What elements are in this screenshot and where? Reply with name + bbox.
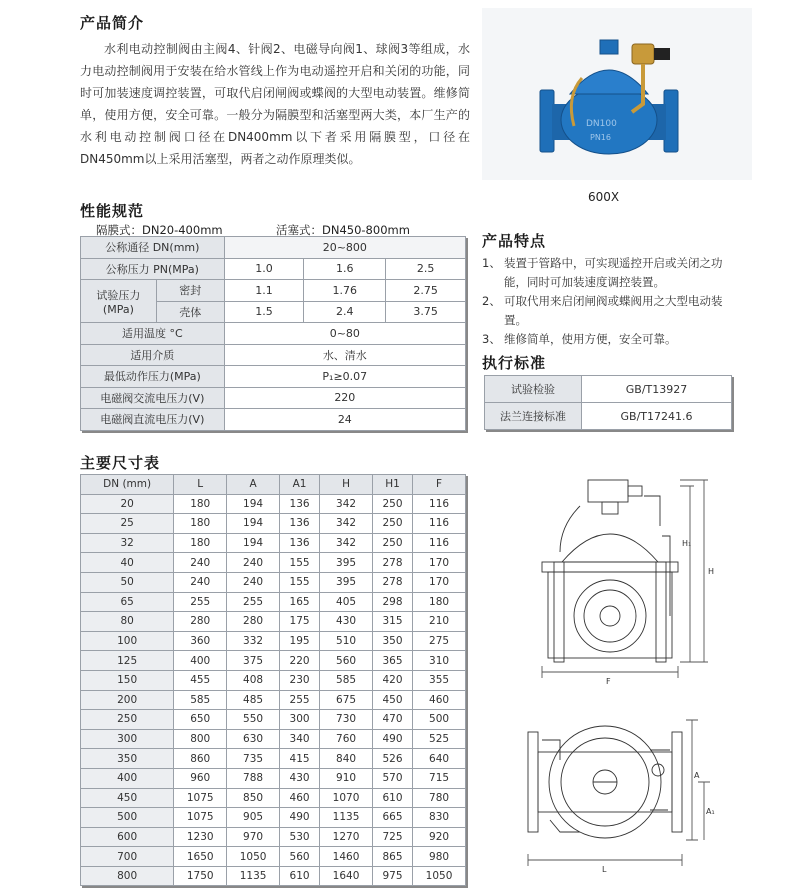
table-row [81, 690, 466, 710]
seal-value: 1.1 [224, 280, 304, 302]
cell-a1: 460 [280, 788, 320, 808]
table-row [81, 612, 466, 632]
cell-f: 170 [413, 572, 466, 592]
feature-text: 装置于管路中，可实现遥控开启或关闭之功能，同时可加装速度调控装置。 [504, 256, 723, 289]
cell-dn: 25 [81, 514, 174, 534]
intro-text: 水利电动控制阀由主阀4、针阀2、电磁导向阀1、球阀3等组成，水力电动控制阀用于安装在给水管线上作为电动遥控开启和关闭的功能，同时可加装速度调控装置，可取代启闭闸阀或蝶阀的大型电动装置。维修简单，使用方便，安全可靠。一般分为隔膜型和活塞型两大类，本厂生产的水利电动控制阀口径在DN400mm以下者采用隔膜型，口径在DN450mm以上采用活塞型，两者之动作原理类似。 [80, 42, 470, 166]
table-row [81, 533, 466, 553]
cell-h1: 470 [372, 710, 412, 730]
cell-a1: 155 [280, 572, 320, 592]
cell-f: 640 [413, 749, 466, 769]
cell-h: 395 [320, 572, 373, 592]
cell-a: 194 [227, 494, 280, 514]
cell-dn: 700 [81, 847, 174, 867]
cell-a: 788 [227, 768, 280, 788]
feature-num: 1、 [482, 256, 501, 270]
cell-l: 180 [174, 494, 227, 514]
cell-h: 1270 [320, 827, 373, 847]
standards-title: 执行标准 [482, 354, 547, 372]
cell-f: 830 [413, 808, 466, 828]
cell-a1: 255 [280, 690, 320, 710]
cell-l: 1075 [174, 808, 227, 828]
cell-dn: 40 [81, 553, 174, 573]
table-row [81, 553, 466, 573]
dn-value: 20~800 [224, 237, 465, 259]
seal-label: 密封 [156, 280, 224, 302]
cell-f: 715 [413, 768, 466, 788]
cell-l: 180 [174, 533, 227, 553]
feature-item [482, 254, 744, 292]
cell-h: 585 [320, 670, 373, 690]
cell-dn: 32 [81, 533, 174, 553]
pn-value: 1.0 [224, 258, 304, 280]
cell-a: 735 [227, 749, 280, 769]
cell-h1: 665 [372, 808, 412, 828]
cell-f: 525 [413, 729, 466, 749]
valve-photo-illustration [482, 8, 752, 180]
test-pressure-label [81, 280, 157, 323]
table-row [81, 866, 466, 886]
cell-dn: 600 [81, 827, 174, 847]
table-row [81, 710, 466, 730]
cell-f: 116 [413, 514, 466, 534]
cell-dn: 20 [81, 494, 174, 514]
table-row [81, 366, 466, 388]
cell-dn: 250 [81, 710, 174, 730]
cell-h1: 250 [372, 514, 412, 534]
cell-l: 1230 [174, 827, 227, 847]
table-row [81, 808, 466, 828]
cell-f: 210 [413, 612, 466, 632]
cell-a: 970 [227, 827, 280, 847]
cell-f: 170 [413, 553, 466, 573]
col-header-a: A [227, 475, 280, 495]
dim-label-a1: A₁ [706, 807, 715, 816]
cell-a1: 340 [280, 729, 320, 749]
performance-title: 性能规范 [80, 202, 145, 220]
table-row [81, 651, 466, 671]
cell-l: 960 [174, 768, 227, 788]
cell-f: 116 [413, 533, 466, 553]
cell-l: 240 [174, 572, 227, 592]
cell-h1: 490 [372, 729, 412, 749]
pn-value: 2.5 [386, 258, 466, 280]
cell-a: 1050 [227, 847, 280, 867]
cell-dn: 500 [81, 808, 174, 828]
shell-label: 壳体 [156, 301, 224, 323]
cell-h1: 365 [372, 651, 412, 671]
feature-num: 3、 [482, 332, 501, 346]
col-header-l: L [174, 475, 227, 495]
cell-f: 116 [413, 494, 466, 514]
table-header-row [81, 475, 466, 495]
cell-l: 360 [174, 631, 227, 651]
standard-label: 法兰连接标准 [485, 403, 582, 430]
table-row [81, 670, 466, 690]
cell-a1: 220 [280, 651, 320, 671]
ac-voltage-value: 220 [224, 387, 465, 409]
col-header-f: F [413, 475, 466, 495]
cell-l: 400 [174, 651, 227, 671]
table-row [81, 592, 466, 612]
table-row [81, 749, 466, 769]
table-row [485, 403, 732, 430]
col-header-a1: A1 [280, 475, 320, 495]
dimensions-table [80, 474, 466, 886]
standard-value: GB/T17241.6 [582, 403, 732, 430]
cell-h: 1135 [320, 808, 373, 828]
ac-voltage-label: 电磁阀交流电压力(V) [81, 387, 225, 409]
dim-label-h1: H₁ [682, 539, 692, 548]
cell-a: 240 [227, 572, 280, 592]
features-title: 产品特点 [482, 232, 547, 250]
cell-a1: 230 [280, 670, 320, 690]
shell-value: 2.4 [304, 301, 386, 323]
cell-dn: 65 [81, 592, 174, 612]
photo-body-label-2: PN16 [590, 133, 611, 142]
cell-h1: 725 [372, 827, 412, 847]
shell-value: 1.5 [224, 301, 304, 323]
cell-a: 240 [227, 553, 280, 573]
feature-item [482, 292, 744, 330]
cell-a1: 136 [280, 533, 320, 553]
cell-f: 1050 [413, 866, 466, 886]
feature-text: 维修简单，使用方便，安全可靠。 [504, 332, 677, 346]
dimensions-title: 主要尺寸表 [80, 454, 161, 472]
table-row [81, 494, 466, 514]
photo-caption: 600X [588, 190, 620, 204]
cell-f: 180 [413, 592, 466, 612]
pn-value: 1.6 [304, 258, 386, 280]
cell-a: 550 [227, 710, 280, 730]
table-row [81, 768, 466, 788]
table-row [81, 323, 466, 345]
cell-a1: 136 [280, 514, 320, 534]
cell-h1: 420 [372, 670, 412, 690]
cell-h: 1460 [320, 847, 373, 867]
col-header-h1: H1 [372, 475, 412, 495]
dn-label: 公称通径 DN(mm) [81, 237, 225, 259]
test-pressure-label-1: 试验压力 [96, 288, 141, 302]
col-header-h: H [320, 475, 373, 495]
cell-h1: 250 [372, 533, 412, 553]
cell-f: 460 [413, 690, 466, 710]
cell-a1: 415 [280, 749, 320, 769]
cell-l: 860 [174, 749, 227, 769]
table-row [81, 387, 466, 409]
cell-a1: 430 [280, 768, 320, 788]
table-row [81, 827, 466, 847]
cell-h: 405 [320, 592, 373, 612]
cell-f: 780 [413, 788, 466, 808]
table-row [81, 409, 466, 431]
temp-value: 0~80 [224, 323, 465, 345]
top-view-drawing [520, 710, 720, 880]
cell-f: 355 [413, 670, 466, 690]
cell-h: 1070 [320, 788, 373, 808]
feature-text: 可取代用来启闭闸阀或蝶阀用之大型电动装置。 [504, 294, 723, 327]
cell-a1: 165 [280, 592, 320, 612]
cell-f: 310 [413, 651, 466, 671]
cell-h: 910 [320, 768, 373, 788]
cell-h1: 350 [372, 631, 412, 651]
cell-h: 342 [320, 514, 373, 534]
cell-h: 395 [320, 553, 373, 573]
intro-paragraph [80, 38, 470, 170]
cell-a: 850 [227, 788, 280, 808]
cell-dn: 300 [81, 729, 174, 749]
dim-label-a: A [694, 771, 700, 780]
intro-title: 产品简介 [80, 14, 145, 32]
cell-h: 342 [320, 533, 373, 553]
cell-h: 840 [320, 749, 373, 769]
cell-dn: 125 [81, 651, 174, 671]
cell-l: 1750 [174, 866, 227, 886]
cell-dn: 80 [81, 612, 174, 632]
temp-label: 适用温度 °C [81, 323, 225, 345]
cell-dn: 150 [81, 670, 174, 690]
performance-table [80, 236, 466, 431]
cell-a: 194 [227, 514, 280, 534]
standard-label: 试验检验 [485, 376, 582, 403]
seal-value: 2.75 [386, 280, 466, 302]
table-row [81, 631, 466, 651]
cell-l: 280 [174, 612, 227, 632]
cell-h: 730 [320, 710, 373, 730]
pn-label: 公称压力 PN(MPa) [81, 258, 225, 280]
table-row [81, 788, 466, 808]
cell-a: 375 [227, 651, 280, 671]
cell-l: 455 [174, 670, 227, 690]
medium-label: 适用介质 [81, 344, 225, 366]
cell-a1: 560 [280, 847, 320, 867]
cell-f: 500 [413, 710, 466, 730]
cell-h1: 298 [372, 592, 412, 612]
table-row [81, 847, 466, 867]
cell-l: 180 [174, 514, 227, 534]
shell-value: 3.75 [386, 301, 466, 323]
cell-a1: 490 [280, 808, 320, 828]
cell-a1: 530 [280, 827, 320, 847]
cell-a1: 155 [280, 553, 320, 573]
table-row [81, 572, 466, 592]
cell-a1: 610 [280, 866, 320, 886]
photo-body-label-1: DN100 [586, 119, 617, 129]
cell-h: 675 [320, 690, 373, 710]
table-row [81, 344, 466, 366]
cell-l: 585 [174, 690, 227, 710]
cell-a: 255 [227, 592, 280, 612]
features-list [482, 254, 744, 349]
cell-l: 1650 [174, 847, 227, 867]
cell-a: 485 [227, 690, 280, 710]
feature-num: 2、 [482, 294, 501, 308]
cell-h1: 278 [372, 553, 412, 573]
dim-label-l: L [602, 865, 607, 874]
cell-h1: 865 [372, 847, 412, 867]
cell-h: 560 [320, 651, 373, 671]
cell-a: 1135 [227, 866, 280, 886]
cell-h: 430 [320, 612, 373, 632]
cell-h: 760 [320, 729, 373, 749]
cell-a: 332 [227, 631, 280, 651]
cell-h1: 570 [372, 768, 412, 788]
dim-label-f: F [606, 677, 611, 686]
cell-f: 275 [413, 631, 466, 651]
cell-f: 920 [413, 827, 466, 847]
cell-h1: 250 [372, 494, 412, 514]
standard-value: GB/T13927 [582, 376, 732, 403]
cell-h: 510 [320, 631, 373, 651]
cell-a: 408 [227, 670, 280, 690]
feature-item [482, 330, 744, 349]
table-row [81, 729, 466, 749]
cell-a1: 195 [280, 631, 320, 651]
cell-a1: 300 [280, 710, 320, 730]
cell-dn: 200 [81, 690, 174, 710]
dc-voltage-label: 电磁阀直流电压力(V) [81, 409, 225, 431]
cell-h: 342 [320, 494, 373, 514]
cell-h1: 315 [372, 612, 412, 632]
cell-a: 630 [227, 729, 280, 749]
piston-range: 活塞式：DN450-800mm [276, 223, 410, 237]
cell-a: 194 [227, 533, 280, 553]
cell-h1: 450 [372, 690, 412, 710]
cell-l: 240 [174, 553, 227, 573]
table-row [81, 280, 466, 302]
min-pressure-value: P₁≥0.07 [224, 366, 465, 388]
standards-table [484, 375, 732, 430]
table-row [81, 258, 466, 280]
cell-l: 255 [174, 592, 227, 612]
cell-l: 650 [174, 710, 227, 730]
table-row [81, 514, 466, 534]
cell-a1: 175 [280, 612, 320, 632]
medium-value: 水、清水 [224, 344, 465, 366]
cell-h: 1640 [320, 866, 373, 886]
cell-f: 980 [413, 847, 466, 867]
table-row [485, 376, 732, 403]
min-pressure-label: 最低动作压力(MPa) [81, 366, 225, 388]
cell-dn: 50 [81, 572, 174, 592]
cell-h1: 610 [372, 788, 412, 808]
dim-label-h: H [708, 567, 715, 576]
cell-h1: 526 [372, 749, 412, 769]
cell-dn: 450 [81, 788, 174, 808]
cell-a1: 136 [280, 494, 320, 514]
cell-l: 800 [174, 729, 227, 749]
cell-dn: 100 [81, 631, 174, 651]
cell-h1: 278 [372, 572, 412, 592]
cell-h1: 975 [372, 866, 412, 886]
col-header-dn: DN (mm) [81, 475, 174, 495]
diaphragm-range: 隔膜式：DN20-400mm [96, 223, 223, 237]
side-view-drawing [520, 466, 720, 688]
cell-dn: 350 [81, 749, 174, 769]
cell-a: 905 [227, 808, 280, 828]
cell-l: 1075 [174, 788, 227, 808]
dc-voltage-value: 24 [224, 409, 465, 431]
test-pressure-label-2: (MPa) [102, 302, 134, 316]
product-photo [482, 8, 752, 180]
cell-dn: 800 [81, 866, 174, 886]
seal-value: 1.76 [304, 280, 386, 302]
cell-a: 280 [227, 612, 280, 632]
table-row [81, 237, 466, 259]
cell-dn: 400 [81, 768, 174, 788]
